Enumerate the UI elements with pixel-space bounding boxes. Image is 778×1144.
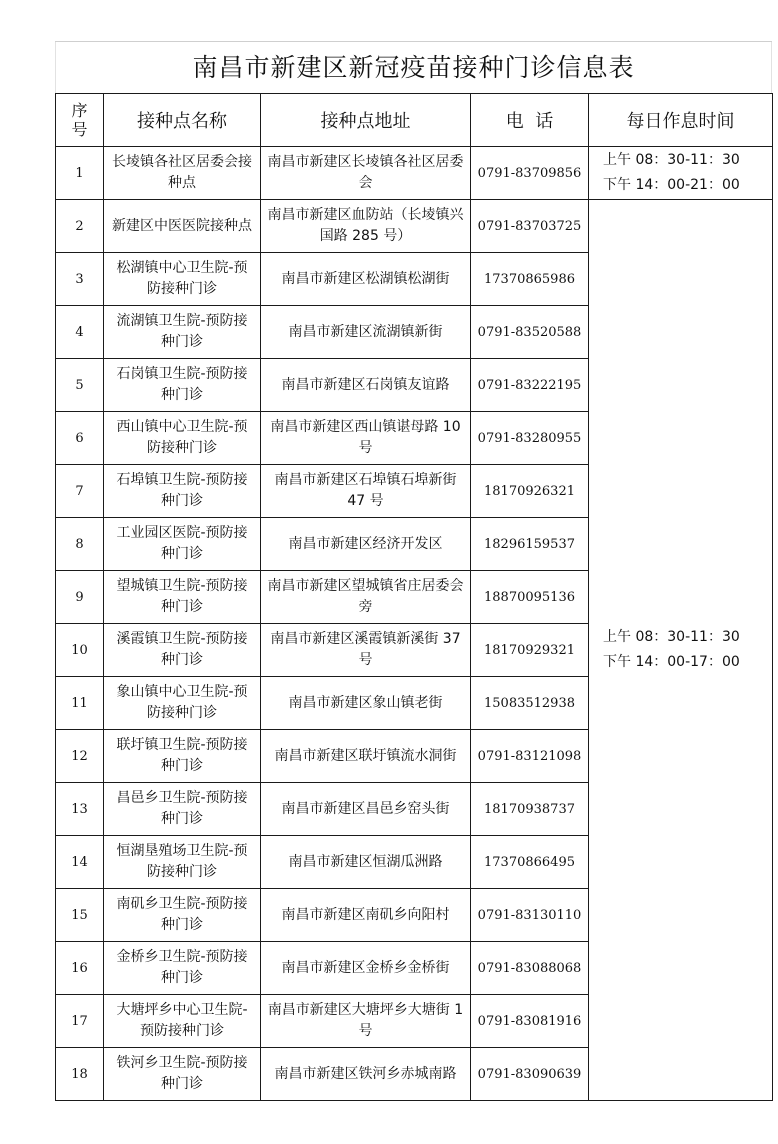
clinic-name: 溪霞镇卫生院-预防接种门诊 [104,624,261,677]
clinic-phone: 18170938737 [471,783,589,836]
row-number: 4 [56,306,104,359]
row-number: 1 [56,147,104,200]
clinic-name: 松湖镇中心卫生院-预防接种门诊 [104,253,261,306]
row-number: 13 [56,783,104,836]
clinic-phone: 0791-83709856 [471,147,589,200]
clinic-phone: 17370866495 [471,836,589,889]
header-hours: 每日作息时间 [589,94,773,147]
clinic-phone: 0791-83130110 [471,889,589,942]
clinic-address: 南昌市新建区石岗镇友谊路 [261,359,471,412]
clinic-phone: 0791-83088068 [471,942,589,995]
page-title: 南昌市新建区新冠疫苗接种门诊信息表 [55,42,772,93]
clinic-address: 南昌市新建区望城镇省庄居委会旁 [261,571,471,624]
clinic-name: 西山镇中心卫生院-预防接种门诊 [104,412,261,465]
clinic-address: 南昌市新建区西山镇谌母路 10 号 [261,412,471,465]
row-number: 8 [56,518,104,571]
clinic-phone: 15083512938 [471,677,589,730]
clinic-name: 流湖镇卫生院-预防接种门诊 [104,306,261,359]
clinic-phone: 18170929321 [471,624,589,677]
header-seq [56,94,104,147]
clinic-address: 南昌市新建区南矶乡向阳村 [261,889,471,942]
clinic-address: 南昌市新建区恒湖瓜洲路 [261,836,471,889]
hours-group-1 [589,147,773,200]
table-header-row [56,94,773,147]
clinic-name: 新建区中医医院接种点 [104,200,261,253]
row-number: 14 [56,836,104,889]
clinic-name: 恒湖垦殖场卫生院-预防接种门诊 [104,836,261,889]
clinic-phone: 18870095136 [471,571,589,624]
clinic-phone: 0791-83090639 [471,1048,589,1101]
clinic-name: 联圩镇卫生院-预防接种门诊 [104,730,261,783]
clinic-address: 南昌市新建区流湖镇新街 [261,306,471,359]
hours-morning: 上午 08：30-11：30 [603,152,740,168]
header-name: 接种点名称 [104,94,261,147]
clinic-phone: 0791-83222195 [471,359,589,412]
row-number: 7 [56,465,104,518]
clinic-phone: 17370865986 [471,253,589,306]
clinic-phone: 0791-83520588 [471,306,589,359]
clinic-name: 石岗镇卫生院-预防接种门诊 [104,359,261,412]
clinic-address: 南昌市新建区大塘坪乡大塘街 1 号 [261,995,471,1048]
clinic-phone: 0791-83081916 [471,995,589,1048]
clinic-phone: 0791-83280955 [471,412,589,465]
row-number: 10 [56,624,104,677]
header-address: 接种点地址 [261,94,471,147]
clinic-address: 南昌市新建区铁河乡赤城南路 [261,1048,471,1101]
table-row [56,147,773,200]
clinic-name: 大塘坪乡中心卫生院-预防接种门诊 [104,995,261,1048]
row-number: 11 [56,677,104,730]
header-seq-line2: 号 [71,120,88,139]
header-seq-line1: 序 [71,101,88,120]
clinic-name: 工业园区医院-预防接种门诊 [104,518,261,571]
clinic-address: 南昌市新建区昌邑乡窑头街 [261,783,471,836]
row-number: 3 [56,253,104,306]
clinic-name: 南矶乡卫生院-预防接种门诊 [104,889,261,942]
header-phone: 电 话 [471,94,589,147]
row-number: 16 [56,942,104,995]
hours-afternoon: 下午 14：00-21：00 [603,177,740,193]
clinic-address: 南昌市新建区松湖镇松湖街 [261,253,471,306]
clinic-address: 南昌市新建区溪霞镇新溪街 37 号 [261,624,471,677]
clinic-address: 南昌市新建区长堎镇各社区居委会 [261,147,471,200]
row-number: 9 [56,571,104,624]
clinic-name: 铁河乡卫生院-预防接种门诊 [104,1048,261,1101]
row-number: 18 [56,1048,104,1101]
clinic-name: 金桥乡卫生院-预防接种门诊 [104,942,261,995]
clinic-phone: 18170926321 [471,465,589,518]
hours-morning: 上午 08：30-11：30 [603,629,740,645]
clinic-name: 昌邑乡卫生院-预防接种门诊 [104,783,261,836]
clinic-address: 南昌市新建区石埠镇石埠新街 47 号 [261,465,471,518]
row-number: 6 [56,412,104,465]
clinic-phone: 0791-83703725 [471,200,589,253]
hours-afternoon: 下午 14：00-17：00 [603,654,740,670]
row-number: 5 [56,359,104,412]
clinic-phone: 18296159537 [471,518,589,571]
clinic-name: 石埠镇卫生院-预防接种门诊 [104,465,261,518]
clinic-phone: 0791-83121098 [471,730,589,783]
hours-group-2 [589,200,773,1101]
clinic-name: 长堎镇各社区居委会接种点 [104,147,261,200]
vaccination-clinic-table [55,93,773,1101]
clinic-address: 南昌市新建区象山镇老街 [261,677,471,730]
row-number: 2 [56,200,104,253]
clinic-address: 南昌市新建区血防站（长堎镇兴国路 285 号） [261,200,471,253]
clinic-name: 望城镇卫生院-预防接种门诊 [104,571,261,624]
table-row [56,200,773,253]
clinic-address: 南昌市新建区联圩镇流水洞街 [261,730,471,783]
clinic-address: 南昌市新建区经济开发区 [261,518,471,571]
clinic-name: 象山镇中心卫生院-预防接种门诊 [104,677,261,730]
row-number: 15 [56,889,104,942]
row-number: 17 [56,995,104,1048]
clinic-address: 南昌市新建区金桥乡金桥街 [261,942,471,995]
document-page [55,41,772,1101]
row-number: 12 [56,730,104,783]
